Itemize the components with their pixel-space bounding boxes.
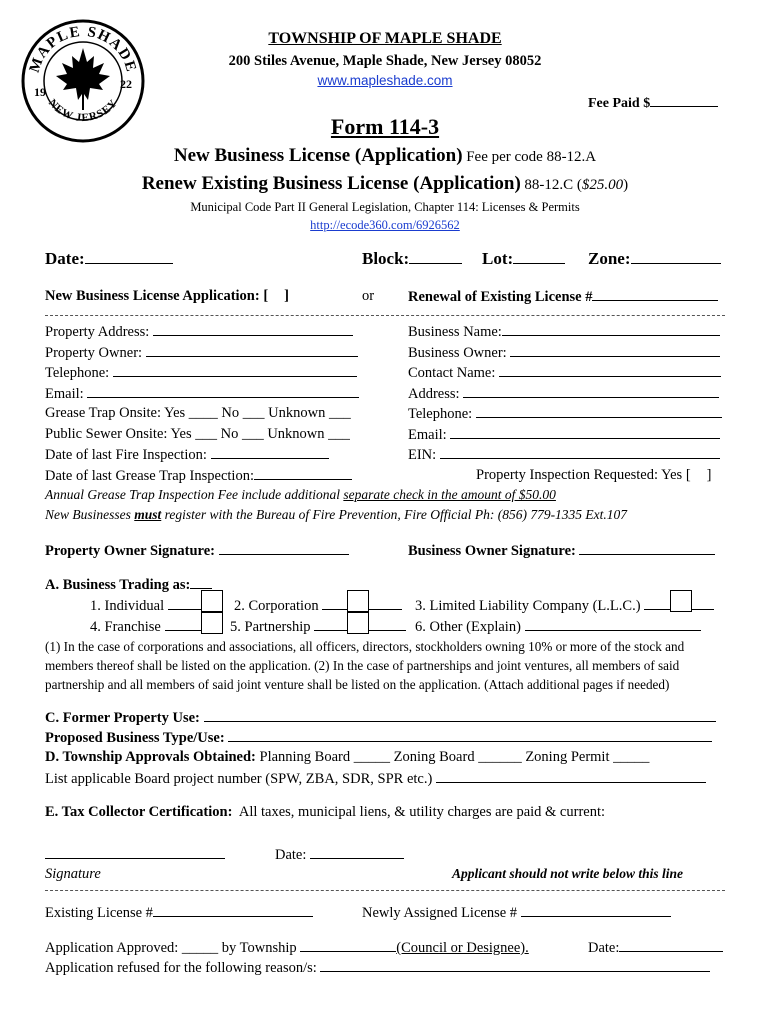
option-partnership-checkbox[interactable] (347, 612, 369, 634)
new-license-title-text: New Business License (Application) (173, 145, 463, 166)
business-owner-field[interactable] (408, 344, 720, 362)
contact-name-field[interactable] (408, 364, 721, 382)
business-telephone-field[interactable] (408, 405, 722, 423)
option-llc-label: 3. Limited Liability Company (L.L.C.) (415, 598, 641, 614)
tax-certification (45, 804, 605, 821)
block-label: Block: (362, 249, 410, 268)
new-license-number-field[interactable] (362, 904, 671, 922)
new-license-number-label: Newly Assigned License # (362, 905, 518, 921)
fire-notice-must: must (134, 507, 162, 522)
inspection-requested-checkbox[interactable] (476, 467, 712, 484)
property-email-label: Email: (45, 386, 84, 402)
new-application-label: New Business License Application: [ (45, 288, 269, 304)
approval-date-label: Date: (588, 940, 620, 956)
fee-paid-label: Fee Paid $ (588, 96, 651, 111)
fire-inspection-label: Date of last Fire Inspection: (45, 447, 207, 463)
zone-field[interactable] (588, 249, 721, 269)
renew-code: 88-12.C ( (524, 177, 582, 193)
option-corporation-label: 2. Corporation (234, 598, 319, 614)
fire-inspection-date-field[interactable] (45, 446, 329, 464)
fire-notice-prefix: New Businesses (45, 507, 135, 522)
township-approvals[interactable] (45, 749, 649, 766)
signature-caption: Signature (45, 866, 101, 882)
tax-date-field[interactable] (275, 846, 404, 864)
contact-name-label: Contact Name: (408, 365, 496, 381)
grease-inspection-label: Date of last Grease Trap Inspection: (45, 468, 254, 484)
project-number-field[interactable] (45, 770, 706, 788)
refusal-reason-field[interactable] (45, 959, 710, 977)
business-email-label: Email: (408, 427, 447, 443)
new-license-title (0, 145, 770, 167)
renewal-label: Renewal of Existing License # (408, 289, 593, 305)
existing-license-field[interactable] (45, 904, 313, 922)
ein-field[interactable] (408, 446, 720, 464)
business-email-field[interactable] (408, 426, 720, 444)
tax-date-label: Date: (275, 847, 307, 863)
office-use-divider (45, 890, 725, 891)
grease-fee-amount: separate check in the amount of $50.00 (343, 487, 556, 502)
approval-date-field[interactable] (588, 939, 723, 957)
former-use-field[interactable] (45, 709, 716, 727)
seal-bottom-text: NEW JERSEY (45, 97, 121, 125)
option-other-label: 6. Other (Explain) (415, 619, 521, 635)
section-e-heading: E. Tax Collector Certification: (45, 804, 233, 820)
tax-collector-signature-line[interactable] (45, 846, 225, 864)
section-d-heading: D. Township Approvals Obtained: (45, 749, 256, 765)
renew-fee: $25.00 (581, 177, 624, 193)
renew-license-title-text: Renew Existing Business License (Application) (141, 173, 521, 194)
date-field[interactable] (45, 249, 173, 269)
business-address-label: Address: (408, 386, 460, 402)
business-name-label: Business Name: (408, 324, 502, 340)
proposed-use-label: Proposed Business Type/Use: (45, 730, 225, 746)
renew-license-title (0, 173, 770, 195)
divider (45, 315, 725, 316)
ecode-link[interactable]: http://ecode360.com/6926562 (310, 218, 460, 232)
date-label: Date: (45, 249, 85, 268)
option-corporation[interactable] (234, 597, 402, 615)
form-title: Form 114-3 (330, 114, 440, 139)
approvals-list: Planning Board _____ Zoning Board ______ Zoning Permit _____ (259, 749, 650, 765)
former-use-label: C. Former Property Use: (45, 710, 200, 726)
grease-inspection-date-field[interactable] (45, 467, 352, 485)
new-application-checkbox[interactable] (45, 288, 289, 305)
business-telephone-label: Telephone: (408, 406, 473, 422)
zone-label: Zone: (588, 249, 631, 268)
renew-close: ) (623, 177, 629, 193)
township-name: TOWNSHIP OF MAPLE SHADE (268, 30, 502, 47)
option-partnership-label: 5. Partnership (230, 619, 311, 635)
council-label: (Council or Designee). (396, 940, 529, 956)
business-address-field[interactable] (408, 385, 719, 403)
ein-label: EIN: (408, 447, 437, 463)
or-label: or (362, 288, 375, 304)
fee-paid-field[interactable] (650, 94, 718, 107)
property-owner-field[interactable] (45, 344, 358, 362)
section-a-note: (1) In the case of corporations and associations, all officers, directors, stockholders owning 10% or more of the stock and members thereof shall be listed on the application. (2) In the case of partnerships and joint ventures, all members of said partnership and all members of said joint venture shall be listed on the application. (Attach additional pages if needed) (45, 639, 685, 692)
project-number-label: List applicable Board project number (SPW, ZBA, SDR, SPR etc.) (45, 771, 433, 787)
grease-trap-onsite[interactable]: Grease Trap Onsite: Yes ____ No ___ Unknown ___ (45, 405, 351, 421)
section-a-heading-text: A. Business Trading as: (45, 577, 191, 593)
fee-paid (588, 94, 718, 112)
township-address: 200 Stiles Avenue, Maple Shade, New Jersey 08052 (228, 53, 542, 69)
property-telephone-field[interactable] (45, 364, 357, 382)
proposed-use-field[interactable] (45, 729, 712, 747)
fire-notice-suffix: register with the Bureau of Fire Prevention, Fire Official Ph: (856) 779-1335 Ext.107 (161, 507, 628, 522)
grease-fee-notice (45, 487, 556, 503)
option-other[interactable] (415, 618, 701, 636)
lot-field[interactable] (482, 249, 565, 269)
property-owner-signature-field[interactable] (45, 542, 349, 560)
inspection-requested-label: Property Inspection Requested: Yes [ (476, 467, 691, 483)
grease-fee-prefix: Annual Grease Trap Inspection Fee include additional (45, 487, 344, 502)
option-franchise[interactable] (90, 618, 217, 636)
property-owner-label: Property Owner: (45, 345, 143, 361)
municipal-code-reference: Municipal Code Part II General Legislation, Chapter 114: Licenses & Permits (190, 200, 580, 214)
business-owner-signature-field[interactable] (408, 542, 715, 560)
option-individual[interactable] (90, 597, 216, 615)
option-franchise-checkbox[interactable] (201, 612, 223, 634)
seal-year-left: 19 (34, 85, 46, 99)
existing-license-label: Existing License # (45, 905, 153, 921)
business-name-field[interactable] (408, 323, 720, 341)
section-a-heading (45, 576, 212, 594)
seal-year-right: 22 (120, 77, 132, 91)
block-field[interactable] (362, 249, 462, 269)
public-sewer-onsite[interactable]: Public Sewer Onsite: Yes ___ No ___ Unknown ___ (45, 426, 350, 442)
option-llc-checkbox[interactable] (670, 590, 692, 612)
township-website-link[interactable]: www.mapleshade.com (317, 73, 453, 88)
fire-registration-notice (45, 507, 627, 523)
option-individual-label: 1. Individual (90, 598, 165, 614)
lot-label: Lot: (482, 249, 514, 268)
option-individual-checkbox[interactable] (201, 590, 223, 612)
applicant-notice: Applicant should not write below this line (452, 866, 684, 881)
business-owner-label: Business Owner: (408, 345, 507, 361)
option-corporation-checkbox[interactable] (347, 590, 369, 612)
refusal-reason-label: Application refused for the following reason/s: (45, 960, 317, 976)
property-telephone-label: Telephone: (45, 365, 110, 381)
option-partnership[interactable] (230, 618, 406, 636)
property-email-field[interactable] (45, 385, 359, 403)
new-license-fee: Fee per code 88-12.A (466, 149, 597, 165)
new-application-close: ] (284, 288, 290, 304)
option-franchise-label: 4. Franchise (90, 619, 161, 635)
approved-label: Application Approved: _____ by Township (45, 940, 297, 956)
inspection-requested-close: ] (706, 467, 712, 483)
property-owner-signature-label: Property Owner Signature: (45, 543, 215, 559)
section-e-text: All taxes, municipal liens, & utility charges are paid & current: (238, 804, 606, 820)
property-address-label: Property Address: (45, 324, 150, 340)
renewal-license-field[interactable] (408, 288, 718, 306)
seal-top-text: MAPLE SHADE (26, 23, 140, 75)
application-approved-field[interactable] (45, 939, 529, 957)
property-address-field[interactable] (45, 323, 353, 341)
business-owner-signature-label: Business Owner Signature: (408, 543, 576, 559)
